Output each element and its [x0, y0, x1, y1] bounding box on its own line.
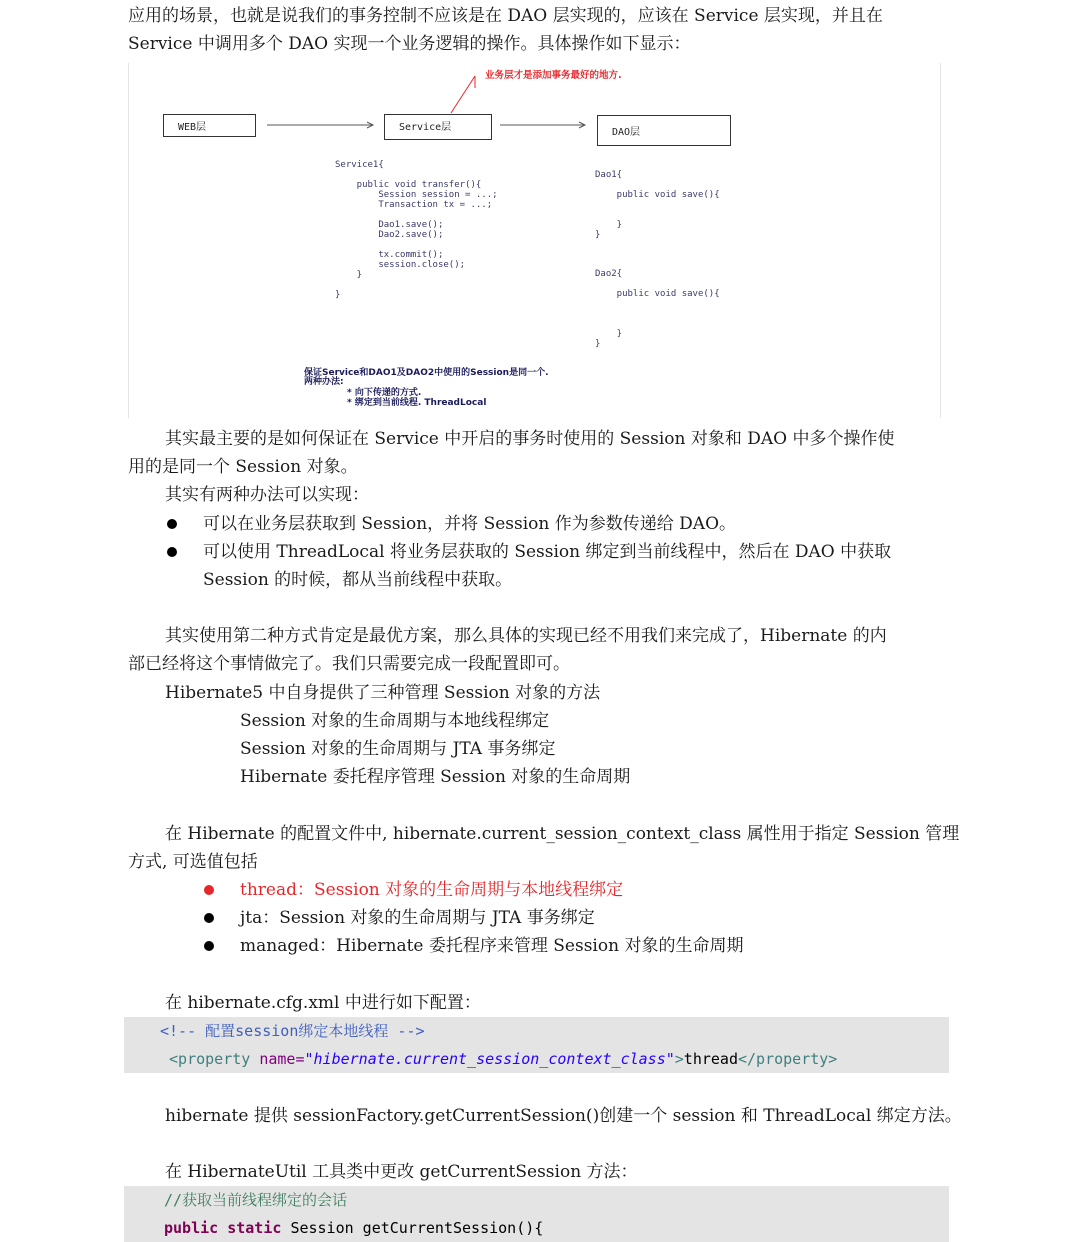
config-line-2: 方式, 可选值包括: [128, 852, 258, 872]
option-thread: thread：Session 对象的生命周期与本地线程绑定: [240, 880, 624, 900]
code-gt: >: [674, 1050, 684, 1068]
code-keyword: static: [227, 1219, 282, 1237]
hib5-item-3: Hibernate 委托程序管理 Session 对象的生命周期: [240, 767, 631, 787]
code-keyword: public: [164, 1219, 219, 1237]
bullet-icon: [167, 547, 177, 557]
option-jta: jta：Session 对象的生命周期与 JTA 事务绑定: [240, 908, 595, 928]
hib5-item-1: Session 对象的生命周期与本地线程绑定: [240, 711, 550, 731]
code-attr: name=: [259, 1050, 305, 1068]
bullet-icon: [204, 941, 214, 951]
method-item-2-cont: Session 的时候，都从当前线程中获取。: [203, 570, 513, 590]
factory-para: hibernate 提供 sessionFactory.getCurrentSession()创建一个 session 和 ThreadLocal 绑定方法。: [165, 1106, 962, 1126]
architecture-diagram: [128, 63, 941, 418]
config-line-1: 在 Hibernate 的配置文件中, hibernate.current_session_context_class 属性用于指定 Session 管理: [165, 824, 960, 844]
code-tag-close: </property>: [737, 1050, 838, 1068]
cfg-para: 在 hibernate.cfg.xml 中进行如下配置：: [165, 993, 481, 1013]
para3-line-2: 部已经将这个事情做完了。我们只需要完成一段配置即可。: [128, 654, 570, 674]
web-layer-box: WEB层: [163, 114, 256, 137]
bullet-icon: [204, 913, 214, 923]
bullet-icon: [167, 519, 177, 529]
code-value: "hibernate.current_session_context_class": [304, 1050, 675, 1068]
option-managed: managed：Hibernate 委托程序来管理 Session 对象的生命周期: [240, 936, 744, 956]
code-tag-open: <property: [169, 1050, 260, 1068]
service-layer-box: Service层: [384, 114, 492, 140]
code-comment: <!-- 配置session绑定本地线程 -->: [160, 1022, 425, 1040]
diagram-footnote-2: 两种办法:: [304, 377, 344, 387]
method-item-2: 可以使用 ThreadLocal 将业务层获取的 Session 绑定到当前线程中，然后在 DAO 中获取: [203, 542, 892, 562]
code-block-config: [124, 1017, 949, 1073]
diagram-note: 业务层才是添加事务最好的地方.: [485, 70, 622, 81]
bullet-icon: [204, 885, 214, 895]
util-para: 在 HibernateUtil 工具类中更改 getCurrentSession 方法：: [165, 1162, 638, 1182]
dao2-code: Dao2{ public void save(){ } }: [595, 269, 720, 349]
method-item-1: 可以在业务层获取到 Session，并将 Session 作为参数传递给 DAO。: [203, 514, 737, 534]
hib5-item-2: Session 对象的生命周期与 JTA 事务绑定: [240, 739, 556, 759]
para1-line-1: 其实最主要的是如何保证在 Service 中开启的事务时使用的 Session 对象和 DAO 中多个操作使: [165, 429, 895, 449]
para1-line-2: 用的是同一个 Session 对象。: [128, 457, 358, 477]
code-method-sig: Session getCurrentSession(){: [290, 1219, 544, 1237]
dao1-code: Dao1{ public void save(){ } }: [595, 170, 720, 240]
diagram-footnote-item-1: * 向下传递的方式.: [347, 388, 422, 398]
para2: 其实有两种办法可以实现：: [165, 485, 369, 505]
code-comment: //获取当前线程绑定的会话: [164, 1191, 348, 1209]
code-block-util: [124, 1186, 949, 1242]
service-code: Service1{ public void transfer(){ Session session = ...; Transaction tx = ...; Dao1.save(); Dao2.save(); tx.commit(); session.close(); } }: [335, 160, 498, 300]
hib5-title: Hibernate5 中自身提供了三种管理 Session 对象的方法: [165, 683, 601, 703]
para3-line-1: 其实使用第二种方式肯定是最优方案，那么具体的实现已经不用我们来完成了，Hibernate 的内: [165, 626, 887, 646]
note-pointer-line: [451, 76, 475, 113]
intro-line-1: 应用的场景，也就是说我们的事务控制不应该是在 DAO 层实现的，应该在 Service 层实现，并且在: [128, 6, 883, 26]
code-text: thread: [683, 1050, 738, 1068]
dao-layer-box: DAO层: [597, 115, 731, 146]
intro-line-2: Service 中调用多个 DAO 实现一个业务逻辑的操作。具体操作如下显示：: [128, 34, 691, 54]
diagram-footnote-1: 保证Service和DAO1及DAO2中使用的Session是同一个.: [304, 368, 549, 378]
diagram-footnote-item-2: * 绑定到当前线程. ThreadLocal: [347, 398, 487, 408]
